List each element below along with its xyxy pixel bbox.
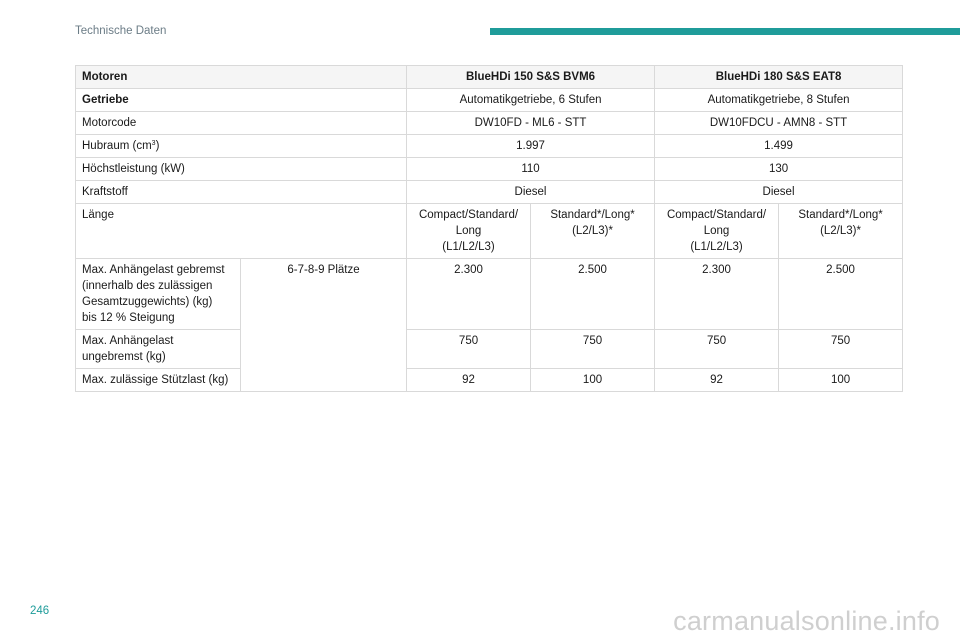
watermark-text: carmanualsonline.info xyxy=(673,606,940,636)
ungebremst-value-2: 750 xyxy=(531,330,655,369)
gebremst-label-line-3: Gesamtzuggewichts) (kg) xyxy=(82,296,213,308)
laenge-variant-2-line-2: (L2/L3)* xyxy=(572,225,613,237)
table-row-motoren xyxy=(76,66,903,89)
gebremst-label-line-2: (innerhalb des zulässigen xyxy=(82,280,213,292)
table-row-hubraum xyxy=(76,135,903,158)
getriebe-value-2: Automatikgetriebe, 8 Stufen xyxy=(655,89,903,112)
laenge-variant-3-line-1: Compact/Standard/ xyxy=(666,209,767,221)
hubraum-value-2: 1.499 xyxy=(655,135,903,158)
laenge-variant-4-line-1: Standard*/Long* xyxy=(798,209,883,221)
leistung-value-1: 110 xyxy=(407,158,655,181)
gebremst-value-3: 2.300 xyxy=(655,259,779,330)
gebremst-value-4: 2.500 xyxy=(779,259,903,330)
table-row-laenge xyxy=(76,204,903,259)
laenge-variant-3-line-2: Long xyxy=(703,225,730,237)
stuetzlast-value-1: 92 xyxy=(407,369,531,392)
laenge-variant-3 xyxy=(655,204,779,259)
getriebe-label: Getriebe xyxy=(76,89,407,112)
laenge-variant-2-line-1: Standard*/Long* xyxy=(550,209,635,221)
motorcode-value-1: DW10FD - ML6 - STT xyxy=(407,112,655,135)
motoren-label: Motoren xyxy=(76,66,407,89)
plaetze-cell: 6-7-8-9 Plätze xyxy=(241,259,407,392)
laenge-label: Länge xyxy=(76,204,407,259)
gebremst-value-1: 2.300 xyxy=(407,259,531,330)
table-row-motorcode xyxy=(76,112,903,135)
hubraum-label-text: Hubraum (cm xyxy=(82,140,152,152)
laenge-variant-1 xyxy=(407,204,531,259)
laenge-variant-1-line-2: Long xyxy=(455,225,482,237)
table-row-getriebe xyxy=(76,89,903,112)
ungebremst-label xyxy=(76,330,241,369)
hubraum-label-superscript: 3 xyxy=(151,140,156,147)
ungebremst-value-3: 750 xyxy=(655,330,779,369)
stuetzlast-value-2: 100 xyxy=(531,369,655,392)
kraftstoff-value-1: Diesel xyxy=(407,181,655,204)
table-row-leistung xyxy=(76,158,903,181)
stuetzlast-value-4: 100 xyxy=(779,369,903,392)
stuetzlast-value-3: 92 xyxy=(655,369,779,392)
kraftstoff-label: Kraftstoff xyxy=(76,181,407,204)
section-title: Technische Daten xyxy=(75,25,167,37)
gebremst-value-2: 2.500 xyxy=(531,259,655,330)
technical-data-table xyxy=(75,65,903,392)
getriebe-value-1: Automatikgetriebe, 6 Stufen xyxy=(407,89,655,112)
table-row-kraftstoff xyxy=(76,181,903,204)
motorcode-value-2: DW10FDCU - AMN8 - STT xyxy=(655,112,903,135)
table-row-ungebremst xyxy=(76,330,903,369)
page-number: 246 xyxy=(30,605,50,617)
engine-2-header: BlueHDi 180 S&S EAT8 xyxy=(655,66,903,89)
ungebremst-value-1: 750 xyxy=(407,330,531,369)
leistung-label: Höchstleistung (kW) xyxy=(76,158,407,181)
hubraum-value-1: 1.997 xyxy=(407,135,655,158)
stuetzlast-label: Max. zulässige Stützlast (kg) xyxy=(76,369,241,392)
header-accent-bar xyxy=(490,28,960,35)
leistung-value-2: 130 xyxy=(655,158,903,181)
gebremst-label-line-4: bis 12 % Steigung xyxy=(82,312,175,324)
engine-1-header: BlueHDi 150 S&S BVM6 xyxy=(407,66,655,89)
ungebremst-label-line-1: Max. Anhängelast xyxy=(82,335,174,347)
hubraum-label-close: ) xyxy=(155,140,160,152)
laenge-variant-3-line-3: (L1/L2/L3) xyxy=(690,241,743,253)
table-row-stuetzlast xyxy=(76,369,903,392)
hubraum-label xyxy=(76,135,407,158)
motorcode-label: Motorcode xyxy=(76,112,407,135)
ungebremst-value-4: 750 xyxy=(779,330,903,369)
ungebremst-label-line-2: ungebremst (kg) xyxy=(82,351,166,363)
gebremst-label-line-1: Max. Anhängelast gebremst xyxy=(82,264,225,276)
laenge-variant-4 xyxy=(779,204,903,259)
table-row-gebremst xyxy=(76,259,903,330)
laenge-variant-1-line-1: Compact/Standard/ xyxy=(418,209,519,221)
gebremst-label xyxy=(76,259,241,330)
laenge-variant-2 xyxy=(531,204,655,259)
laenge-variant-4-line-2: (L2/L3)* xyxy=(820,225,861,237)
laenge-variant-1-line-3: (L1/L2/L3) xyxy=(442,241,495,253)
kraftstoff-value-2: Diesel xyxy=(655,181,903,204)
